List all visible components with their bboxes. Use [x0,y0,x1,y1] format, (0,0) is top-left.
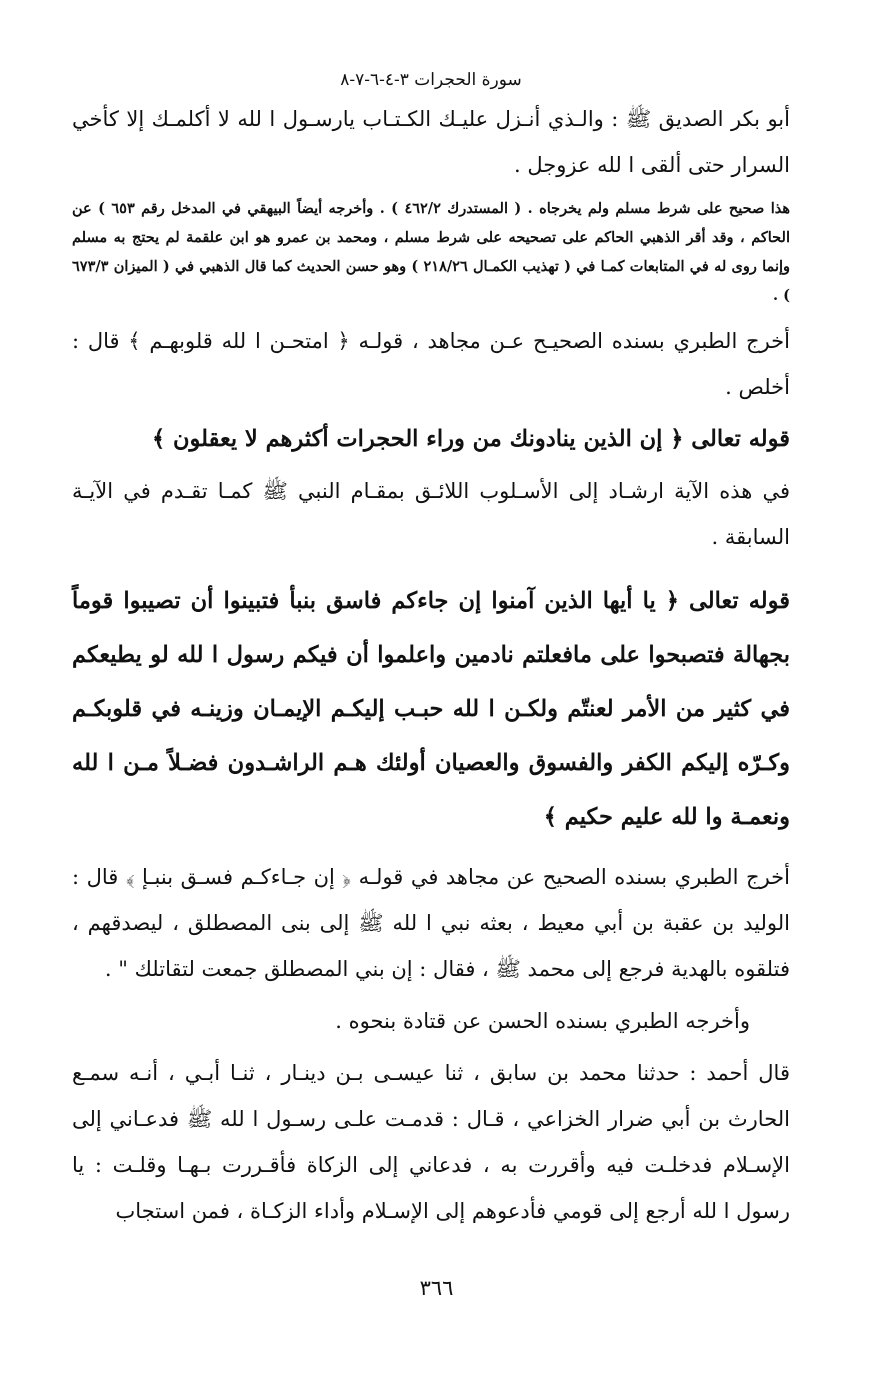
paragraph-qatada: وأخرجه الطبري بسنده الحسن عن قتادة بنحوه . [335,1009,750,1033]
verse-heading-1: قوله تعالى ﴿ إن الذين ينادونك من وراء الحجرات أكثرهم لا يعقلون ﴾ [151,426,790,452]
page-header: سورة الحجرات ٣-٤-٦-٧-٨ [340,70,522,90]
verse-heading-2: قوله تعالى ﴿ يا أيها الذين آمنوا إن جاءكم فاسق بنبأ فتبينوا أن تصيبوا قوماً بجهالة فتصبحوا على مافعلتم نادمين واعلموا أن فيكم رسول ا لله لو يطيعكم في كثير من الأمر لعنتّم ولكـن ا لله حبـب إليكـم الإيمـان وزينـه في قلوبكـم وكـرّه إليكم الكفر والفسوق والعصيان أولئك هـم الراشـدون فضـلاً مـن ا لله ونعمـة وا لله عليم حكيم ﴾ [72,588,791,830]
paragraph-ahmad-hadith: قال أحمد : حدثنا محمد بن سابق ، ثنا عيسـى بـن دينـار ، ثنـا أبـي ، أنـه سمـع الحارث بن أبي ضرار الخزاعي ، قـال : قدمـت علـى رسـول ا لله ﷺ فدعـاني إلى الإسـلام فدخلـت فيه وأقررت به ، فدعاني إلى الزكاة فأقـررت بـهـا وقلـت : يا رسول ا لله أرجع إلى قومي فأدعوهم إلى الإسـلام وأداء الزكـاة ، فمن استجاب [72,1061,790,1223]
page-content [72,70,790,1240]
footnote-takhrij: هذا صحيح على شرط مسلم ولم يخرجاه . ( المستدرك ٤٦٢/٢ ) . وأخرجه أيضاً البيهقي في المدخل رقم ٦٥٣ ) عن الحاكم ، وقد أقر الذهبي الحاكم على تصحيحه على شرط مسلم ، ومحمد بن عمرو هو ابن علقمة لم يحتج به مسلم وإنما روى له في المتابعات كمـا في ( تهذيب الكمـال ٢١٨/٢٦ ) وهو حسن الحديث كما قال الذهبي في ( الميزان ٦٧٣/٣ ) . [72,200,791,304]
paragraph-tabari-mujahid: أخرج الطبري بسنده الصحيـح عـن مجاهد ، قولـه ﴿ امتحـن ا لله قلوبهـم ﴾ قال : أخلص . [72,329,790,399]
page-number: ٣٦٦ [419,1276,454,1300]
paragraph-tabari-walid: أخرج الطبري بسنده الصحيح عن مجاهد في قولـه ﴿ إن جـاءكـم فسـق بنبـإ ﴾ قال : الوليد بن عقبة بن أبي معيط ، بعثه نبي ا لله ﷺ إلى بنى المصطلق ، ليصدقهم ، فتلقوه بالهدية فرجع إلى محمد ﷺ ، فقال : إن بني المصطلق جمعت لتقاتلك " . [72,865,790,981]
paragraph-abu-bakr: أبو بكر الصديق ﷺ : والـذي أنـزل عليـك الكـتـاب يارسـول ا لله لا أكلمـك إلا كأخي السرار حتى ألقى ا لله عزوجل . [72,107,790,177]
paragraph-guidance: في هذه الآية ارشـاد إلى الأسـلوب اللائـق بمقـام النبي ﷺ كمـا تقـدم في الآيـة السابقة . [72,479,790,549]
